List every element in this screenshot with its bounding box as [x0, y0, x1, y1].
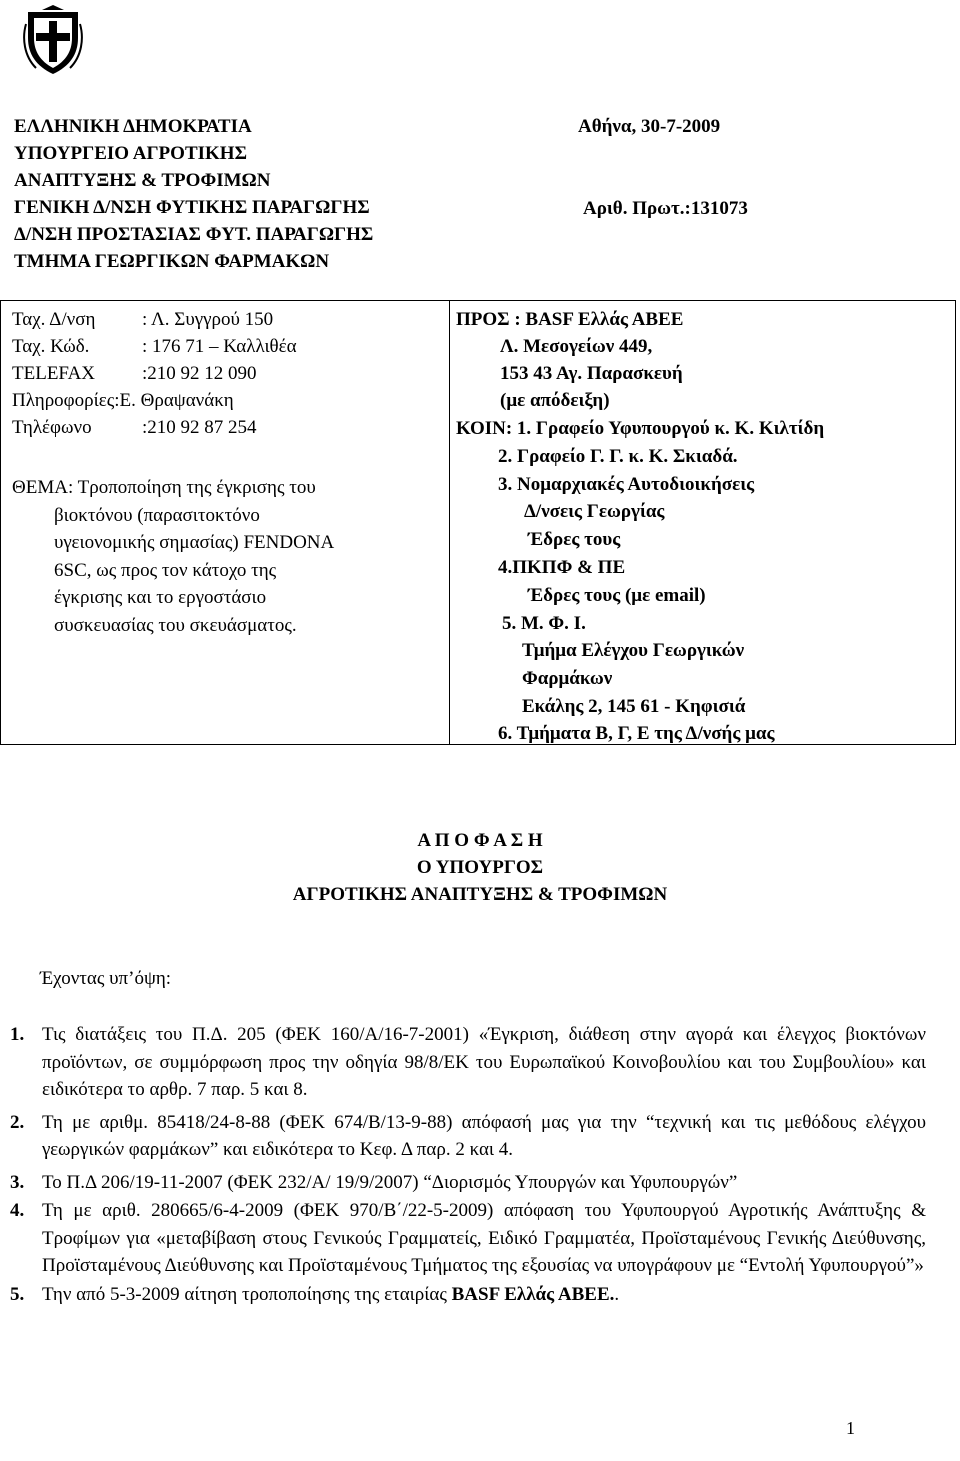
subject-line: 6SC, ως προς τον κάτοχο της [54, 559, 277, 581]
contact-label: Ταχ. Κώδ. [12, 336, 90, 357]
info-box-divider [449, 300, 450, 745]
contact-value: Ε. Θραψανάκη [119, 390, 234, 411]
subject-line: υγειονομικής σημασίας) FENDONA [54, 532, 335, 553]
protocol-number: Αριθ. Πρωτ.:131073 [583, 198, 748, 219]
contact-info [12, 387, 234, 414]
company-name: BASF Ελλάς ΑΒΕΕ. [451, 1283, 615, 1305]
recipient-line: ΠΡΟΣ : BASF Ελλάς ΑΒΕΕ [456, 309, 684, 330]
item-number: 4. [10, 1200, 25, 1221]
header-line: ΕΛΛΗΝΙΚΗ ΔΗΜΟΚΡΑΤΙΑ [14, 116, 252, 137]
subject-first-line: ΘΕΜΑ: Τροποποίηση της έγκρισης του [12, 477, 316, 498]
contact-label: Πληροφορίες: [12, 390, 120, 411]
list-item [10, 1197, 926, 1280]
header-line: ΤΜΗΜΑ ΓΕΩΡΓΙΚΩΝ ΦΑΡΜΑΚΩΝ [14, 251, 330, 272]
item-text: Τις διατάξεις του Π.Δ. 205 (ΦΕΚ 160/Α/16-7-2001) «Έγκριση, διάθεση στην αγορά και έλεγχος βιοκτόνων προϊόντων, σε συμμόρφωση προς την οδηγία 98/8/ΕΚ του Ευρωπαϊκού Κοινοβουλίου και του Συμβουλίου» και ειδικότερα το αρθρ. 7 παρ. 5 και 8. [42, 1024, 926, 1100]
contact-label: Ταχ. Δ/νση [12, 309, 96, 330]
item-number: 3. [10, 1171, 25, 1193]
list-item [10, 1021, 926, 1104]
item-text: Την από 5-3-2009 αίτηση τροποποίησης της εταιρίας [42, 1283, 452, 1305]
subject-block [12, 474, 442, 639]
decision-heading [0, 827, 960, 908]
header-line: ΑΝΑΠΤΥΞΗΣ & ΤΡΟΦΙΜΩΝ [14, 170, 271, 191]
item-number: 5. [10, 1283, 25, 1305]
contact-phone [12, 414, 257, 441]
header-line: ΓΕΝΙΚΗ Δ/ΝΣΗ ΦΥΤΙΚΗΣ ΠΑΡΑΓΩΓΗΣ [14, 197, 370, 218]
recipient-line: Έδρες τους [528, 529, 621, 550]
recipient-line: 3. Νομαρχιακές Αυτοδιοικήσεις [498, 474, 755, 495]
recipient-line: 4.ΠΚΠΦ & ΠΕ [498, 557, 626, 578]
decision-title: Α Π Ο Φ Α Σ Η [417, 830, 543, 851]
ministry-header [14, 113, 373, 275]
contact-value: :210 92 87 254 [142, 417, 257, 438]
recipient-line: Λ. Μεσογείων 449, [500, 336, 653, 357]
recipient-line: ΚΟΙΝ: 1. Γραφείο Υφυπουργού κ. Κ. Κιλτίδη [456, 418, 825, 439]
recipient-line: Έδρες τους (με email) [528, 585, 706, 606]
recipient-line: 6. Τμήματα Β, Γ, Ε της Δ/νσής μας [498, 723, 775, 744]
page-number: 1 [846, 1418, 855, 1438]
decision-ministry: ΑΓΡΟΤΙΚΗΣ ΑΝΑΠΤΥΞΗΣ & ΤΡΟΦΙΜΩΝ [292, 884, 668, 905]
item-number: 2. [10, 1111, 25, 1133]
contact-value: : 176 71 – Καλλιθέα [142, 336, 297, 357]
contact-value: :210 92 12 090 [142, 363, 257, 384]
contact-label: TELEFAX [12, 363, 96, 384]
list-item [10, 1281, 926, 1309]
recipient-line: 5. Μ. Φ. Ι. [502, 613, 586, 634]
item-text: Τη με αριθμ. 85418/24-8-88 (ΦΕΚ 674/Β/13-9-88) απόφασή μας για την “τεχνική και τις μεθόδους ελέγχου γεωργικών φαρμάκων” και ειδικότερα το Κεφ. Δ παρ. 2 και 4. [42, 1111, 926, 1160]
recipient-line: Τμήμα Ελέγχου Γεωργικών [522, 640, 745, 661]
considering-label: Έχοντας υπ’όψη: [40, 968, 172, 989]
subject-line: βιοκτόνου (παρασιτοκτόνο [54, 504, 260, 526]
recipient-line: 153 43 Αγ. Παρασκευή [500, 363, 683, 384]
subject-line: έγκρισης και το εργοστάσιο [54, 587, 267, 608]
item-text: Το Π.Δ 206/19-11-2007 (ΦΕΚ 232/Α/ 19/9/2007) “Διορισμός Υπουργών και Υφυπουργών” [42, 1171, 738, 1193]
contact-postcode [12, 333, 297, 360]
decision-minister: Ο ΥΠΟΥΡΓΟΣ [416, 857, 544, 878]
contact-value: : Λ. Συγγρού 150 [142, 309, 274, 330]
item-text: Τη με αριθ. 280665/6-4-2009 (ΦΕΚ 970/Β΄/22-5-2009) απόφαση του Υφυπουργού Αγροτικής Ανάπτυξης & Τροφίμων για «μεταβίβαση στους Γενικούς Γραμματείς, Ειδικό Γραμματέα, Προϊσταμένους Γενικής Διεύθυνσης, Προϊσταμένους Διεύθυνσης και Προϊσταμένους Τμήματος της εξουσίας να υπογράφουν με “Εντολή Υφυπουργού”» [42, 1200, 926, 1276]
contact-telefax [12, 360, 257, 387]
list-item [10, 1169, 926, 1197]
recipient-line: Φαρμάκων [522, 668, 613, 689]
list-item [10, 1109, 926, 1164]
considerations-list [10, 1021, 926, 1313]
greek-emblem-icon [22, 4, 84, 76]
document-date: Αθήνα, 30-7-2009 [578, 116, 721, 137]
subject-line: συσκευασίας του σκευάσματος. [54, 614, 297, 636]
item-number: 1. [10, 1024, 25, 1045]
header-line: ΥΠΟΥΡΓΕΙΟ ΑΓΡΟΤΙΚΗΣ [14, 143, 247, 164]
contact-label: Τηλέφωνο [12, 417, 92, 438]
contact-address [12, 306, 273, 333]
recipient-line: 2. Γραφείο Γ. Γ. κ. Κ. Σκιαδά. [498, 446, 738, 467]
header-line: Δ/ΝΣΗ ΠΡΟΣΤΑΣΙΑΣ ΦΥΤ. ΠΑΡΑΓΩΓΗΣ [14, 224, 374, 245]
recipient-line: Δ/νσεις Γεωργίας [524, 501, 665, 522]
item-tail: . [614, 1283, 620, 1305]
recipient-line: (με απόδειξη) [500, 390, 610, 411]
recipient-line: Εκάλης 2, 145 61 - Κηφισιά [522, 696, 746, 717]
